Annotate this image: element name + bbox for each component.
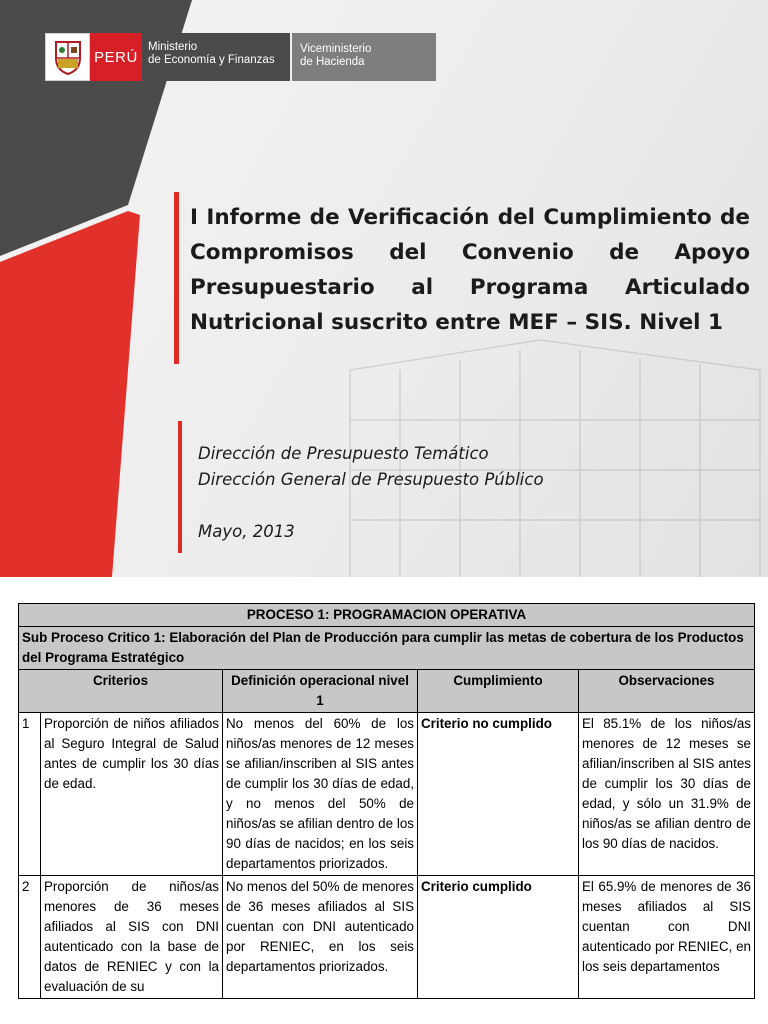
coat-of-arms-icon: [45, 33, 90, 81]
government-logo: [45, 33, 436, 81]
ministry-label: [142, 33, 290, 81]
cumplimiento-cell: Criterio cumplido: [418, 876, 579, 999]
criterio-cell: Proporción de niños/as menores de 36 meses afiliados al SIS con DNI autenticado con la base de datos de RENIEC y con la evaluación de su: [41, 876, 223, 999]
subtitle-line-2: Dirección General de Presupuesto Público: [198, 470, 544, 489]
observaciones-cell: El 65.9% de menores de 36 meses afiliados al SIS cuentan con DNI autenticado por RENIEC, en los seis departamentos: [579, 876, 755, 999]
slide-title: I Informe de Verificación del Cumplimiento de Compromisos del Convenio de Apoyo Presupuestario al Programa Articulado Nutricional suscrito entre MEF – SIS. Nivel 1: [190, 205, 750, 335]
subtitle-line-1: Dirección de Presupuesto Temático: [198, 444, 489, 463]
observaciones-cell: El 85.1% de los niños/as menores de 12 meses se afilian/inscriben al SIS antes de cumplir los 30 días de edad, y sólo un 31.9% de niños/as se afilian dentro de los 90 días de nacidos.: [579, 713, 755, 876]
table-row: [19, 876, 755, 999]
table-row: [19, 713, 755, 876]
ministry-line2: de Economía y Finanzas: [148, 54, 275, 66]
slide-subtitle: [198, 441, 544, 545]
title-accent-bar: [174, 192, 179, 364]
subtitle-accent-bar: [178, 421, 182, 553]
vice-line1: Viceministerio: [300, 43, 372, 55]
cumplimiento-cell: Criterio no cumplido: [418, 713, 579, 876]
column-header-definicion: Definición operacional nivel 1: [223, 670, 418, 713]
process-header: PROCESO 1: PROGRAMACION OPERATIVA: [19, 604, 755, 627]
verification-table: [18, 603, 755, 999]
definicion-cell: No menos del 50% de menores de 36 meses afiliados al SIS cuentan con DNI autenticado por RENIEC, en los seis departamentos priorizados.: [223, 876, 418, 999]
column-header-criterios: Criterios: [19, 670, 223, 713]
column-header-cumplimiento: Cumplimiento: [418, 670, 579, 713]
document-page: [18, 603, 754, 999]
viceministry-label: [292, 33, 436, 81]
subprocess-header: Sub Proceso Critico 1: Elaboración del Plan de Producción para cumplir las metas de cobertura de los Productos del Programa Estratégico: [19, 627, 755, 670]
slide-date: Mayo, 2013: [198, 522, 295, 541]
criterio-cell: Proporción de niños afiliados al Seguro Integral de Salud antes de cumplir los 30 días de edad.: [41, 713, 223, 876]
column-header-observaciones: Observaciones: [579, 670, 755, 713]
vice-line2: de Hacienda: [300, 56, 365, 68]
peru-label: PERÚ: [90, 33, 142, 81]
row-number: 1: [19, 713, 41, 876]
ministry-line1: Ministerio: [148, 41, 198, 53]
definicion-cell: No menos del 60% de los niños/as menores de 12 meses se afilian/inscriben al SIS antes de cumplir los 30 días de edad, y no menos del 50% de niños/as se afilian dentro de los 90 días de nacidos; en los seis departamentos priorizados.: [223, 713, 418, 876]
red-shape: [0, 211, 140, 577]
row-number: 2: [19, 876, 41, 999]
